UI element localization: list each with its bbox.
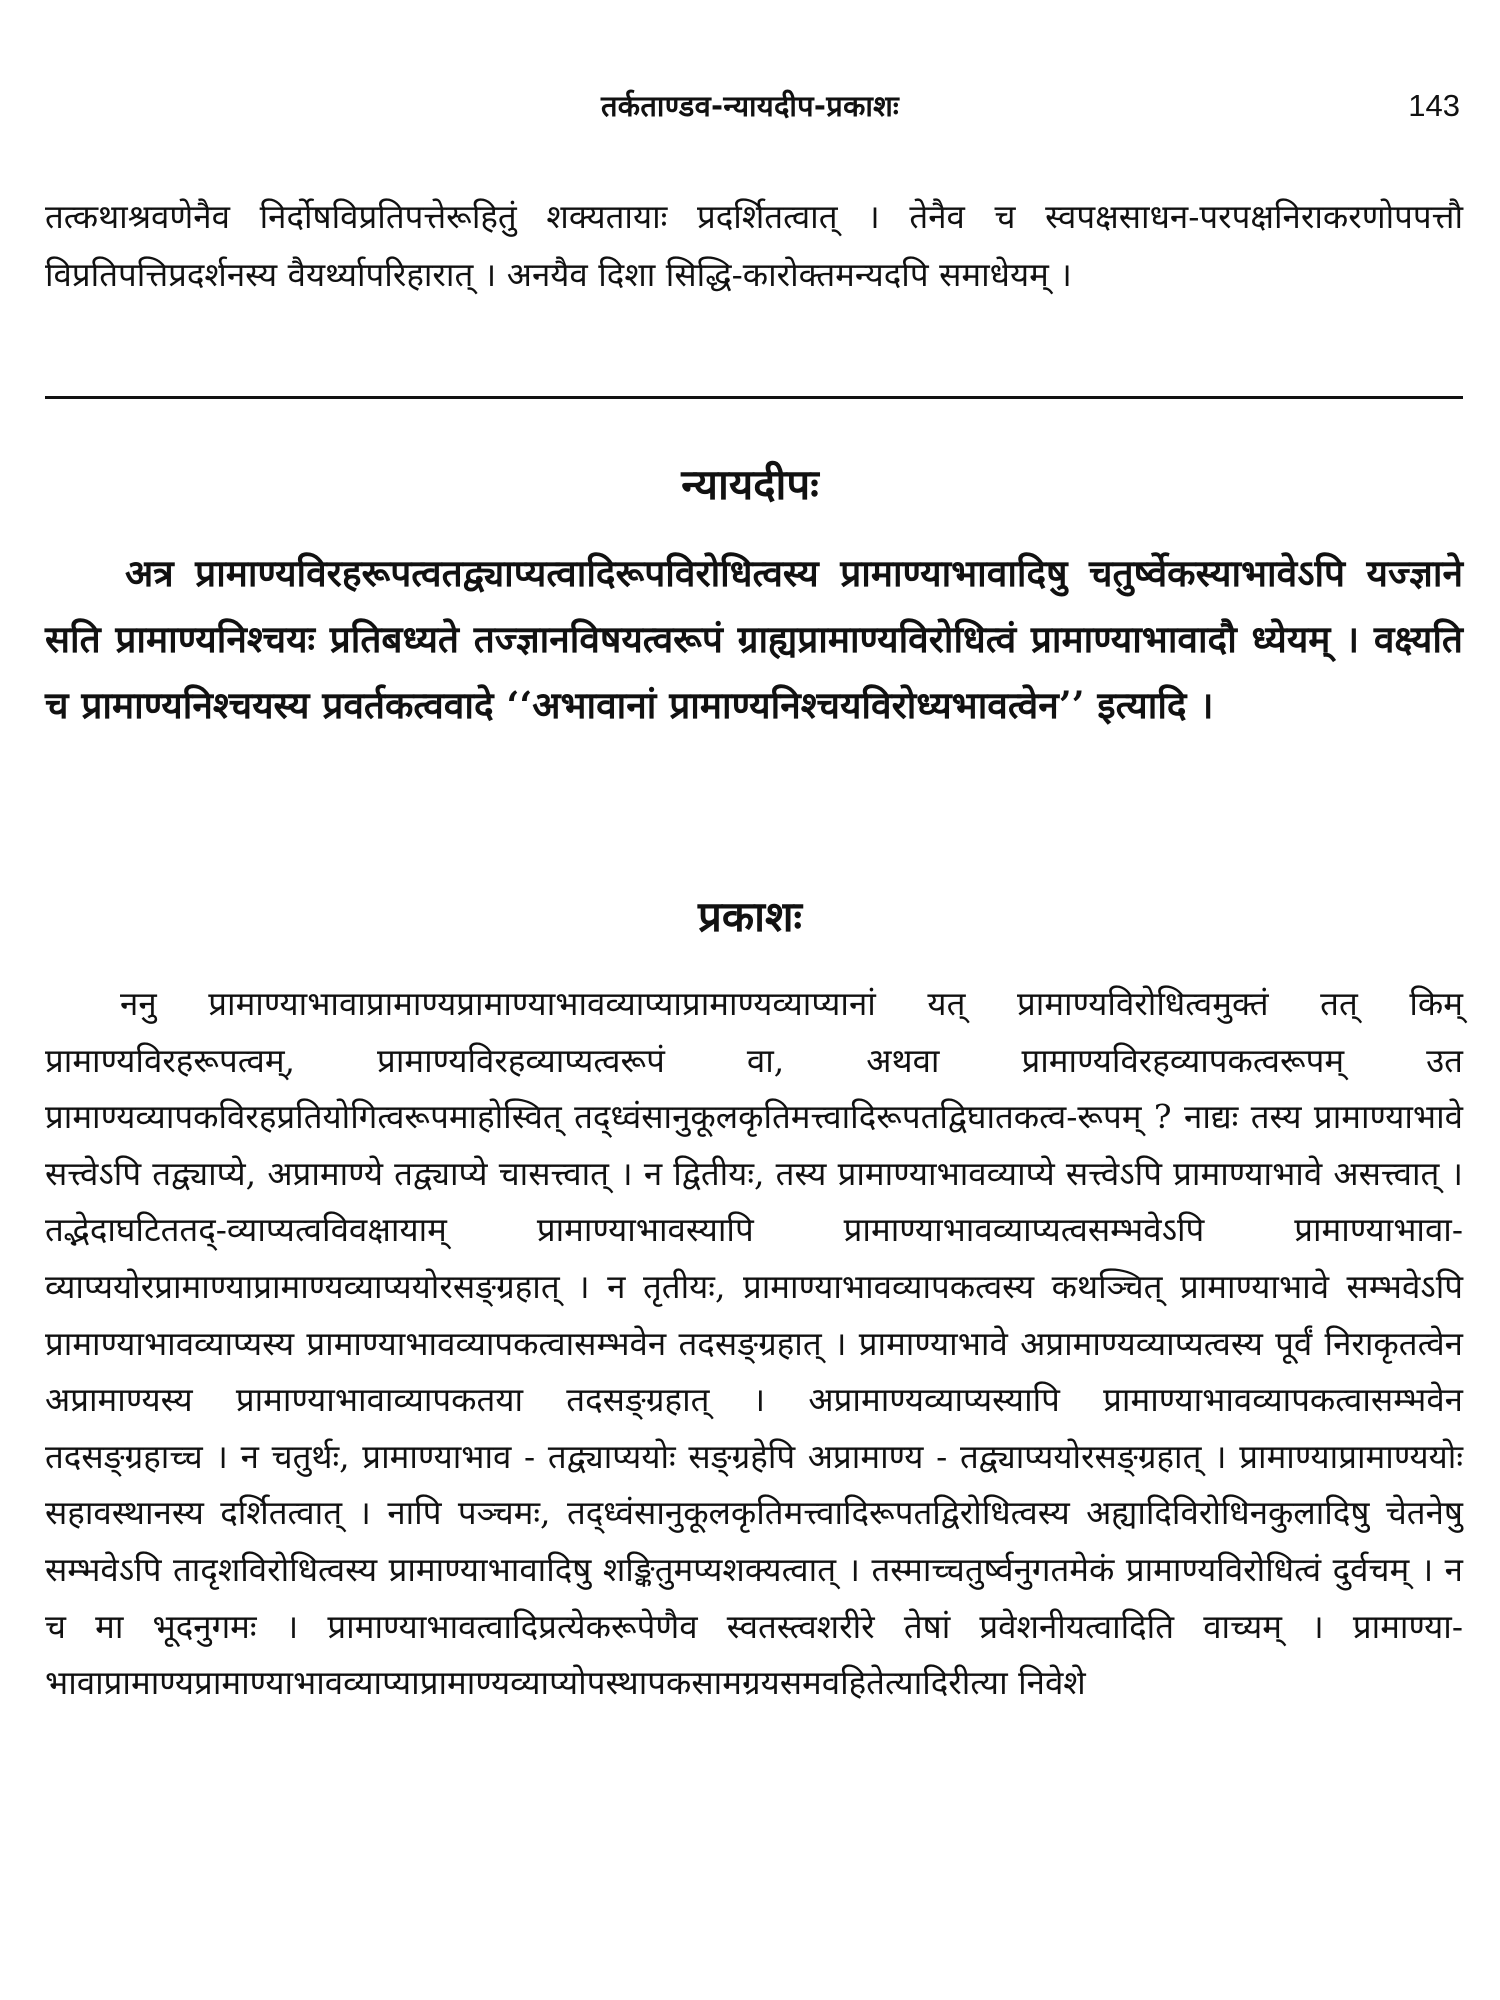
prakasha-text: ननु प्रामाण्याभावाप्रामाण्यप्रामाण्याभावव्याप्याप्रामाण्यव्याप्यानां यत् प्रामाण्यविरोधित्वमुक्तं तत् किम् प्रामाण्यविरहरूपत्वम्, प्रामाण्यविरहव्याप्यत्वरूपं वा, अथवा प्रामाण्यविरहव्यापकत्वरूपम् उत प्रामाण्यव्यापकविरहप्रतियोगित्वरूपमाहोस्वित् तद्ध्वंसानुकूलकृतिमत्त्वादिरूपतद्विघातकत्व-रूपम् ? नाद्यः तस्य प्रामाण्याभावे सत्त्वेऽपि तद्व्याप्ये, अप्रामाण्ये तद्व्याप्ये चासत्त्वात् । न द्वितीयः, तस्य प्रामाण्याभावव्याप्ये सत्त्वेऽपि प्रामाण्याभावे असत्त्वात् । तद्भेदाघटिततद्-व्याप्यत्वविवक्षायाम् प्रामाण्याभावस्यापि प्रामाण्याभावव्याप्यत्वसम्भवेऽपि प्रामाण्याभावा-व्याप्ययोरप्रामाण्याप्रामाण्यव्याप्ययोरसङ्ग्रहात् । न तृतीयः, प्रामाण्याभावव्यापकत्वस्य कथञ्चित् प्रामाण्याभावे सम्भवेऽपि प्रामाण्याभावव्याप्यस्य प्रामाण्याभावव्यापकत्वासम्भवेन तदसङ्ग्रहात् । प्रामाण्याभावे अप्रामाण्यव्याप्यत्वस्य पूर्वं निराकृतत्वेन अप्रामाण्यस्य प्रामाण्याभावाव्यापकतया तदसङ्ग्रहात् । अप्रामाण्यव्याप्यस्यापि प्रामाण्याभावव्यापकत्वासम्भवेन तदसङ्ग्रहाच्च । न चतुर्थः, प्रामाण्याभाव - तद्व्याप्ययोः सङ्ग्रहेपि अप्रामाण्य - तद्व्याप्ययोरसङ्ग्रहात् । प्रामाण्याप्रामाण्ययोः सहावस्थानस्य दर्शितत्वात् । नापि पञ्चमः, तद्ध्वंसानुकूलकृतिमत्त्वादिरूपतद्विरोधित्वस्य अह्यादिविरोधिनकुलादिषु चेतनेषु सम्भवेऽपि तादृशविरोधित्वस्य प्रामाण्याभावादिषु शङ्कितुमप्यशक्यत्वात् । तस्माच्चतुर्ष्वनुगतमेकं प्रामाण्यविरोधित्वं दुर्वचम् । न च मा भूदनुगमः । प्रामाण्याभावत्वादिप्रत्येकरूपेणैव स्वतस्त्वशरीरे तेषां प्रवेशनीयत्वादिति वाच्यम् । प्रामाण्या-भावाप्रामाण्यप्रामाण्याभावव्याप्याप्रामाण्यव्याप्योपस्थापकसामग्रयसमवहितेत्यादिरीत्या निवेशे: [45, 984, 1463, 1703]
continued-paragraph: तत्कथाश्रवणेनैव निर्दोषविप्रतिपत्तेरूहितुं शक्यतायाः प्रदर्शितत्वात् । तेनैव च स्वपक्षसाधन-परपक्षनिराकरणोपपत्तौ विप्रतिपत्तिप्रदर्शनस्य वैयर्थ्यापरिहारात् । अनयैव दिशा सिद्धि-कारोक्तमन्यदपि समाधेयम् ।: [45, 197, 1463, 294]
nyayadipa-heading: न्यायदीपः: [681, 460, 819, 509]
section-divider: [45, 396, 1463, 399]
running-title: तर्कताण्डव-न्यायदीप-प्रकाशः: [600, 89, 900, 123]
page-number: 143: [1408, 88, 1460, 123]
nyayadipa-text: अत्र प्रामाण्यविरहरूपत्वतद्व्याप्यत्वादिरूपविरोधित्वस्य प्रामाण्याभावादिषु चतुर्ष्वेकस्याभावेऽपि यज्ज्ञाने सति प्रामाण्यनिश्चयः प्रतिबध्यते तज्ज्ञानविषयत्वरूपं ग्राह्यप्रामाण्यविरोधित्वं प्रामाण्याभावादौ ध्येयम् । वक्ष्यति च प्रामाण्यनिश्चयस्य प्रवर्तकत्ववादे ‘‘अभावानां प्रामाण्यनिश्चयविरोध्यभावत्वेन’’ इत्यादि ।: [45, 551, 1463, 727]
prakasha-heading: प्रकाशः: [697, 892, 803, 941]
